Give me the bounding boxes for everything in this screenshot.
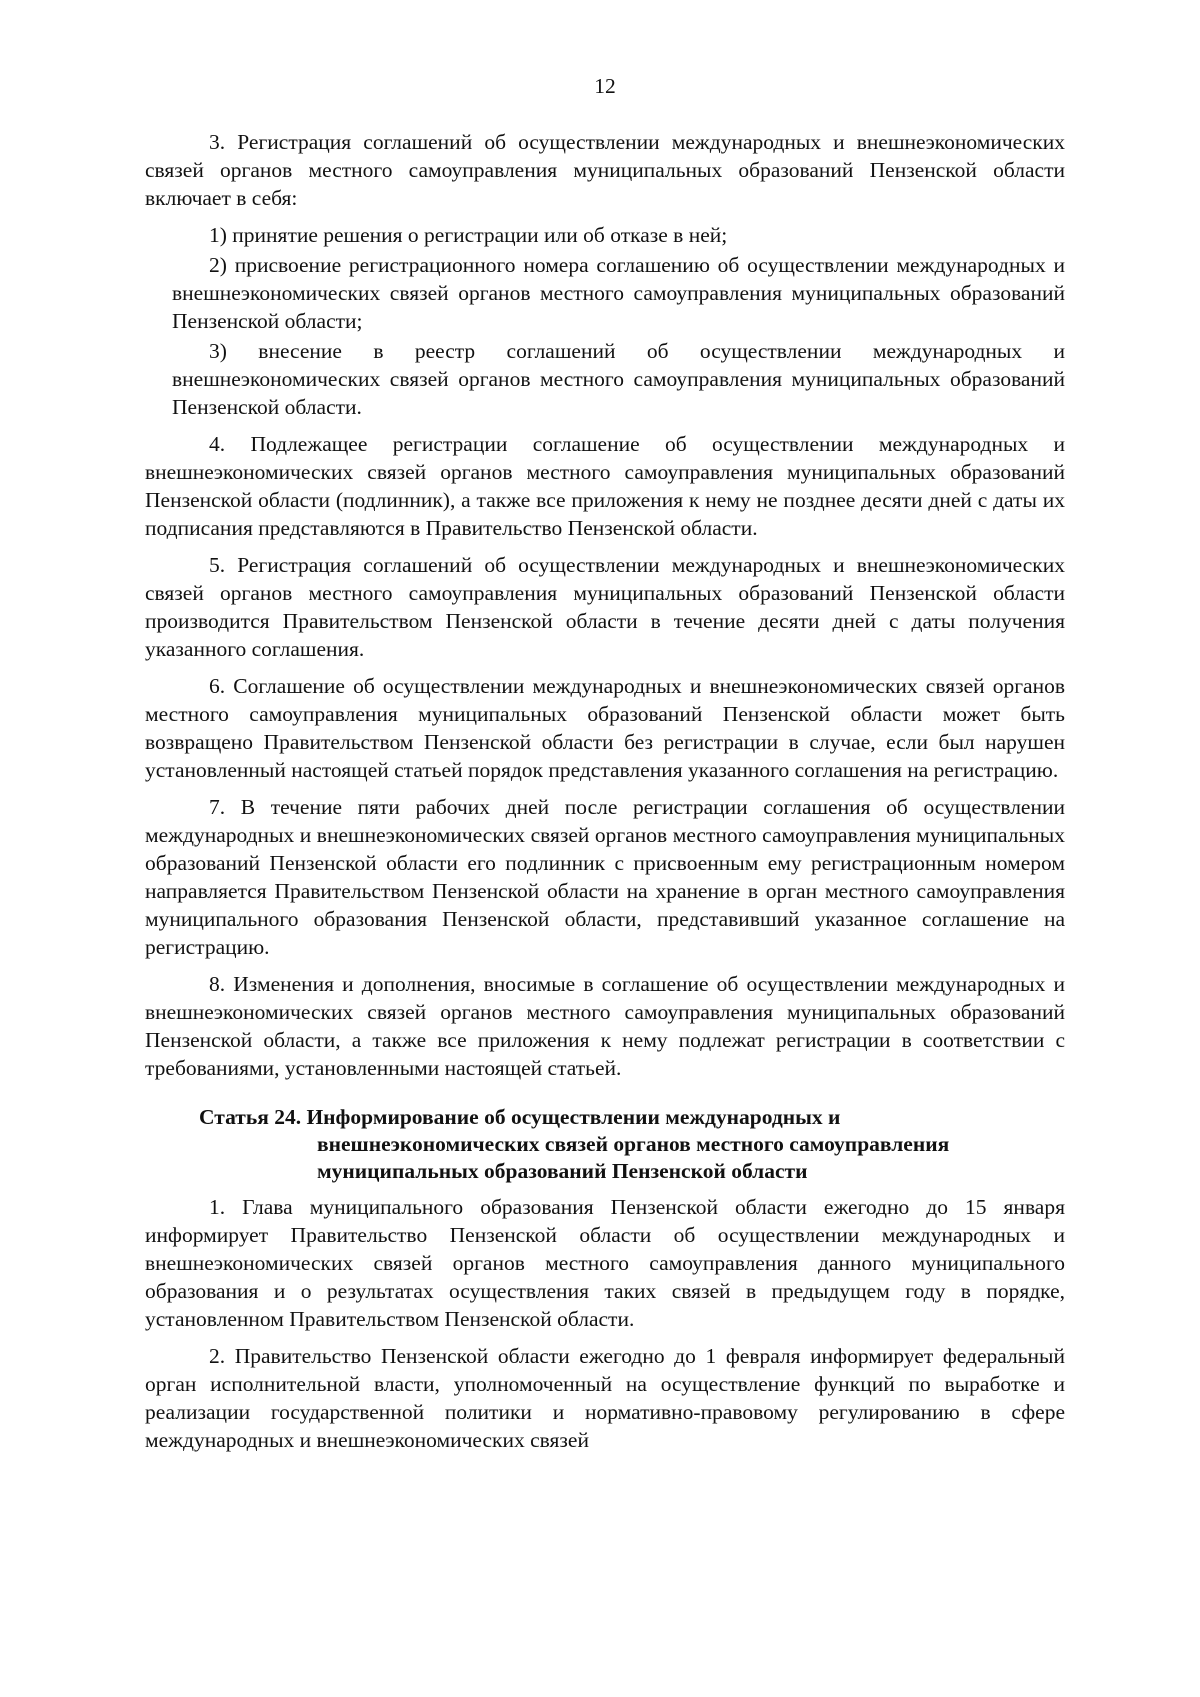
- paragraph-3-item-3: 3) внесение в реестр соглашений об осуществлении международных и внешнеэкономических связей органов местного самоуправления муниципальных образований Пензенской области.: [172, 339, 1065, 419]
- paragraph-3: 3. Регистрация соглашений об осуществлении международных и внешнеэкономических связей органов местного самоуправления муниципальных образований Пензенской области включает в себя:: [145, 130, 1065, 210]
- article-24-paragraph-1: 1. Глава муниципального образования Пензенской области ежегодно до 15 января информирует Правительство Пензенской области об осуществлении международных и внешнеэкономических связей органов местного самоуправления данного муниципального образования и о результатах осуществления таких связей в предыдущем году в порядке, установленном Правительством Пензенской области.: [145, 1195, 1065, 1331]
- paragraph-3-item-1: 1) принятие решения о регистрации или об отказе в ней;: [209, 223, 728, 247]
- page-number: 12: [594, 74, 616, 98]
- paragraph-6: 6. Соглашение об осуществлении международных и внешнеэкономических связей органов местного самоуправления муниципальных образований Пензенской области может быть возвращено Правительством Пензенской области без регистрации в случае, если был нарушен установленный настоящей статьей порядок представления указанного соглашения на регистрацию.: [145, 674, 1065, 782]
- document-page: [145, 72, 1065, 1463]
- paragraph-7: 7. В течение пяти рабочих дней после регистрации соглашения об осуществлении международных и внешнеэкономических связей органов местного самоуправления муниципальных образований Пензенской области его подлинник с присвоенным ему регистрационным номером направляется Правительством Пензенской области на хранение в орган местного самоуправления муниципального образования Пензенской области, представивший указанное соглашение на регистрацию.: [145, 795, 1065, 959]
- paragraph-5: 5. Регистрация соглашений об осуществлении международных и внешнеэкономических связей органов местного самоуправления муниципальных образований Пензенской области производится Правительством Пензенской области в течение десяти дней с даты получения указанного соглашения.: [145, 553, 1065, 661]
- article-24-paragraph-2: 2. Правительство Пензенской области ежегодно до 1 февраля информирует федеральный орган исполнительной власти, уполномоченный на осуществление функций по выработке и реализации государственной политики и нормативно-правовому регулированию в сфере международных и внешнеэкономических связей: [145, 1344, 1065, 1452]
- paragraph-3-item-2: 2) присвоение регистрационного номера соглашению об осуществлении международных и внешнеэкономических связей органов местного самоуправления муниципальных образований Пензенской области;: [172, 253, 1065, 333]
- paragraph-4: 4. Подлежащее регистрации соглашение об осуществлении международных и внешнеэкономических связей органов местного самоуправления муниципальных образований Пензенской области (подлинник), а также все приложения к нему не позднее десяти дней с даты их подписания представляются в Правительство Пензенской области.: [145, 432, 1065, 540]
- article-24-heading: Статья 24. Информирование об осуществлении международных и внешнеэкономических связей органов местного самоуправления муниципальных образований Пензенской области: [199, 1105, 950, 1183]
- paragraph-8: 8. Изменения и дополнения, вносимые в соглашение об осуществлении международных и внешнеэкономических связей органов местного самоуправления муниципальных образований Пензенской области, а также все приложения к нему подлежат регистрации в соответствии с требованиями, установленными настоящей статьей.: [145, 972, 1065, 1080]
